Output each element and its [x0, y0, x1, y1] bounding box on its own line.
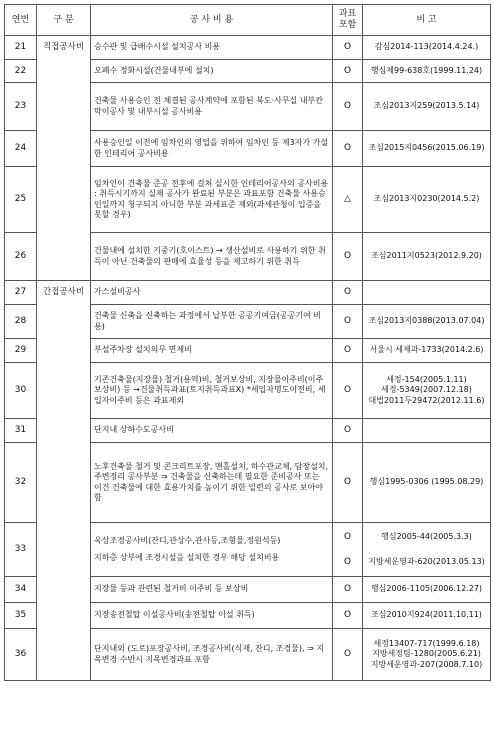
row-number: 23	[5, 83, 37, 131]
included-mark: O	[343, 649, 352, 660]
row-number: 31	[5, 419, 37, 443]
included-mark: O	[343, 477, 352, 488]
cost-text: 부설주차장 설치의무 면제비	[94, 345, 192, 355]
cost-text: 건축물 사용승인 전 체결된 공사계약에 포함된 북도·사무실 내부칸막이공사 및 내부시설 공사비용	[94, 96, 323, 116]
row-category: 간접공사비	[37, 281, 91, 681]
row-cost-item	[91, 629, 333, 681]
included-mark: O	[343, 101, 352, 112]
row-tax-base-included	[333, 60, 363, 83]
row-cost-item	[91, 281, 333, 305]
row-number: 24	[5, 131, 37, 167]
row-tax-base-included	[333, 36, 363, 60]
row-tax-base-included	[333, 83, 363, 131]
construction-cost-table	[4, 4, 491, 681]
row-note	[363, 281, 491, 305]
row-note	[363, 305, 491, 339]
cost-text: 가스설비공사	[94, 287, 141, 297]
row-note	[363, 629, 491, 681]
note-text: 지방세운영과-620(2013.05.13)	[368, 556, 485, 566]
included-mark: △	[344, 194, 351, 205]
row-number: 36	[5, 629, 37, 681]
row-tax-base-included	[333, 629, 363, 681]
header-no: 연번	[5, 5, 37, 36]
row-tax-base-included	[333, 339, 363, 363]
row-note	[363, 363, 491, 419]
note-text: 행심2006-1105(2006.12.27)	[370, 584, 483, 594]
row-category: 직접공사비	[37, 36, 91, 281]
row-number: 33	[5, 523, 37, 577]
cost-text: 임차인이 건축물 준공 전후에 걸쳐 실시한 인테리어공사의 공사비용 : 취득시기까지 실제 공사가 완료된 부분은 과표포함 건축물 사용승인일까지 청구되지 아니한 부분 과세표준 제외(과세관청이 입증을 못할 경우)	[94, 178, 329, 219]
row-number: 27	[5, 281, 37, 305]
note-text: 행심1995-0306 (1995.08.29)	[369, 477, 484, 487]
header-category: 구 분	[37, 5, 91, 36]
included-mark: O	[343, 556, 352, 567]
row-cost-item	[91, 419, 333, 443]
row-tax-base-included	[333, 363, 363, 419]
row-cost-item	[91, 339, 333, 363]
row-tax-base-included	[333, 577, 363, 603]
cost-text: 단지내 상하수도공사비	[94, 425, 174, 435]
header-included	[333, 5, 363, 36]
cost-text: 단지내외 (도로)포장공사비, 조경공사비(식재, 잔디, 조경물), ⇒ 지목변경 수반시 지목변경과표 포함	[94, 644, 325, 664]
row-cost-item	[91, 36, 333, 60]
note-text: 조심2013지259(2013.5.14)	[373, 101, 480, 111]
row-number: 35	[5, 603, 37, 629]
row-number: 30	[5, 363, 37, 419]
row-note	[363, 523, 491, 577]
row-tax-base-included	[333, 523, 363, 577]
included-mark: O	[343, 385, 352, 396]
cost-text: 승수관 및 급배수시설 설치공사 비용	[94, 42, 221, 52]
row-number: 25	[5, 167, 37, 233]
row-cost-item	[91, 233, 333, 281]
cost-text: 지장송전철탑 이설공사비(송전철탑 이설 취득)	[94, 610, 255, 620]
note-text: 조심2010지924(2011.10.11)	[371, 610, 482, 620]
table-body	[5, 36, 491, 681]
note-text: 세정-154(2005.1.11)	[386, 374, 467, 384]
note-text: 지방세정팀-1280(2005.6.21)	[372, 649, 481, 659]
note-text: 세정-5349(2007.12.18)	[381, 385, 472, 395]
row-number: 32	[5, 443, 37, 523]
cost-text: 오폐수 정화시설(건물내부에 설치)	[94, 65, 214, 75]
header-included-line: 포함	[338, 20, 357, 30]
header-note: 비 고	[363, 5, 491, 36]
row-note	[363, 60, 491, 83]
note-text: 조심2011지0523(2012.9.20)	[371, 251, 482, 261]
note-text: 세정13407-717(1999.6.18)	[373, 638, 480, 648]
row-number: 21	[5, 36, 37, 60]
row-number: 26	[5, 233, 37, 281]
row-cost-item	[91, 363, 333, 419]
cost-text: 사용승인일 이전에 임차인의 영업을 위하여 임차인 등 제3자가 가설한 인테리어 공사비용	[94, 138, 329, 158]
included-mark: O	[343, 532, 352, 542]
note-text: 조심2013지0388(2013.07.04)	[368, 316, 485, 326]
note-text: 지방세운영과-207(2008.7.10)	[370, 659, 483, 669]
included-mark: O	[343, 143, 352, 154]
cost-text: 옥상조경공사비(잔디,관상수,관사등,조형물,정원석등)	[94, 535, 281, 545]
row-number: 29	[5, 339, 37, 363]
row-note	[363, 603, 491, 629]
row-note	[363, 131, 491, 167]
row-cost-item	[91, 443, 333, 523]
row-note	[363, 339, 491, 363]
table-row	[5, 36, 491, 60]
row-cost-item	[91, 305, 333, 339]
row-tax-base-included	[333, 603, 363, 629]
cost-table-page	[4, 4, 490, 681]
row-note	[363, 233, 491, 281]
included-mark: O	[343, 316, 352, 327]
included-mark: O	[343, 425, 352, 436]
row-number: 34	[5, 577, 37, 603]
note-text: 조심2015지0456(2015.06.19)	[368, 143, 485, 153]
header-included-line: 과표	[338, 9, 357, 19]
note-text: 대법2011두29472(2012.11.6)	[368, 395, 485, 405]
cost-text: 건물내에 설치한 기중기(호이스트) → 생산설비로 사용하기 위한 취득이 아닌 건축물의 판매에 효율성 등을 제고하기 위한 취득	[94, 246, 326, 266]
included-mark: O	[343, 42, 352, 53]
row-cost-item	[91, 83, 333, 131]
included-mark: O	[343, 610, 352, 621]
cost-text: 지하층 상부에 조경시설을 설치한 경우 해당 설치비용	[94, 553, 280, 562]
included-mark: O	[343, 65, 352, 76]
row-cost-item	[91, 577, 333, 603]
row-tax-base-included	[333, 443, 363, 523]
included-mark: O	[343, 251, 352, 262]
row-tax-base-included	[333, 305, 363, 339]
row-note	[363, 167, 491, 233]
cost-text: 건축물 신축을 신축하는 과정에서 납부한 공공기여금(공공기여 비용)	[94, 311, 322, 331]
row-note	[363, 443, 491, 523]
table-header-row	[5, 5, 491, 36]
cost-text: 지장물 등과 관련된 철거비 이주비 등 보상비	[94, 584, 249, 594]
header-included-label	[336, 9, 359, 31]
row-number: 22	[5, 60, 37, 83]
cost-text: 노후건축물 철거 및 콘크리트포장, 맨홀설치, 하수관교체, 담장설치, 주변정리 공사부분 ⇒ 건축물을 신축하는데 필요한 준비공사 또는 이건 건축물에 대한 효용가치를 높이기 위한 일련의 공사로 보아야 함	[94, 461, 329, 502]
row-cost-item	[91, 167, 333, 233]
header-cost: 공 사 비 용	[91, 5, 333, 36]
included-mark: O	[343, 584, 352, 595]
row-note	[363, 577, 491, 603]
row-cost-item	[91, 131, 333, 167]
included-mark: O	[343, 287, 352, 298]
note-text: 서울시 세제과-1733(2014.2.6)	[369, 345, 484, 355]
row-tax-base-included	[333, 233, 363, 281]
row-cost-item	[91, 603, 333, 629]
row-tax-base-included	[333, 281, 363, 305]
row-cost-item	[91, 60, 333, 83]
row-note	[363, 419, 491, 443]
row-tax-base-included	[333, 131, 363, 167]
table-row	[5, 281, 491, 305]
row-note	[363, 83, 491, 131]
cost-text: 기존건축물(지장물) 철거(용역)비, 철거보상비, 지장물이주비(이주보상비) 등 →건물취득과표(토지취득과표X) *세입자명도이전비, 세입자이주비 등은 과표제외	[94, 374, 326, 405]
row-tax-base-included	[333, 419, 363, 443]
row-note	[363, 36, 491, 60]
row-number: 28	[5, 305, 37, 339]
note-text: 조심2013지0230(2014.5.2)	[373, 194, 480, 204]
included-mark: O	[343, 345, 352, 356]
note-text: 행심제99-638호(1999.11.24)	[370, 65, 483, 75]
note-text: 감심2014-113(2014.4.24.)	[374, 42, 479, 52]
row-cost-item	[91, 523, 333, 577]
note-text: 행심2005-44(2005.3.3)	[381, 532, 472, 541]
row-tax-base-included	[333, 167, 363, 233]
